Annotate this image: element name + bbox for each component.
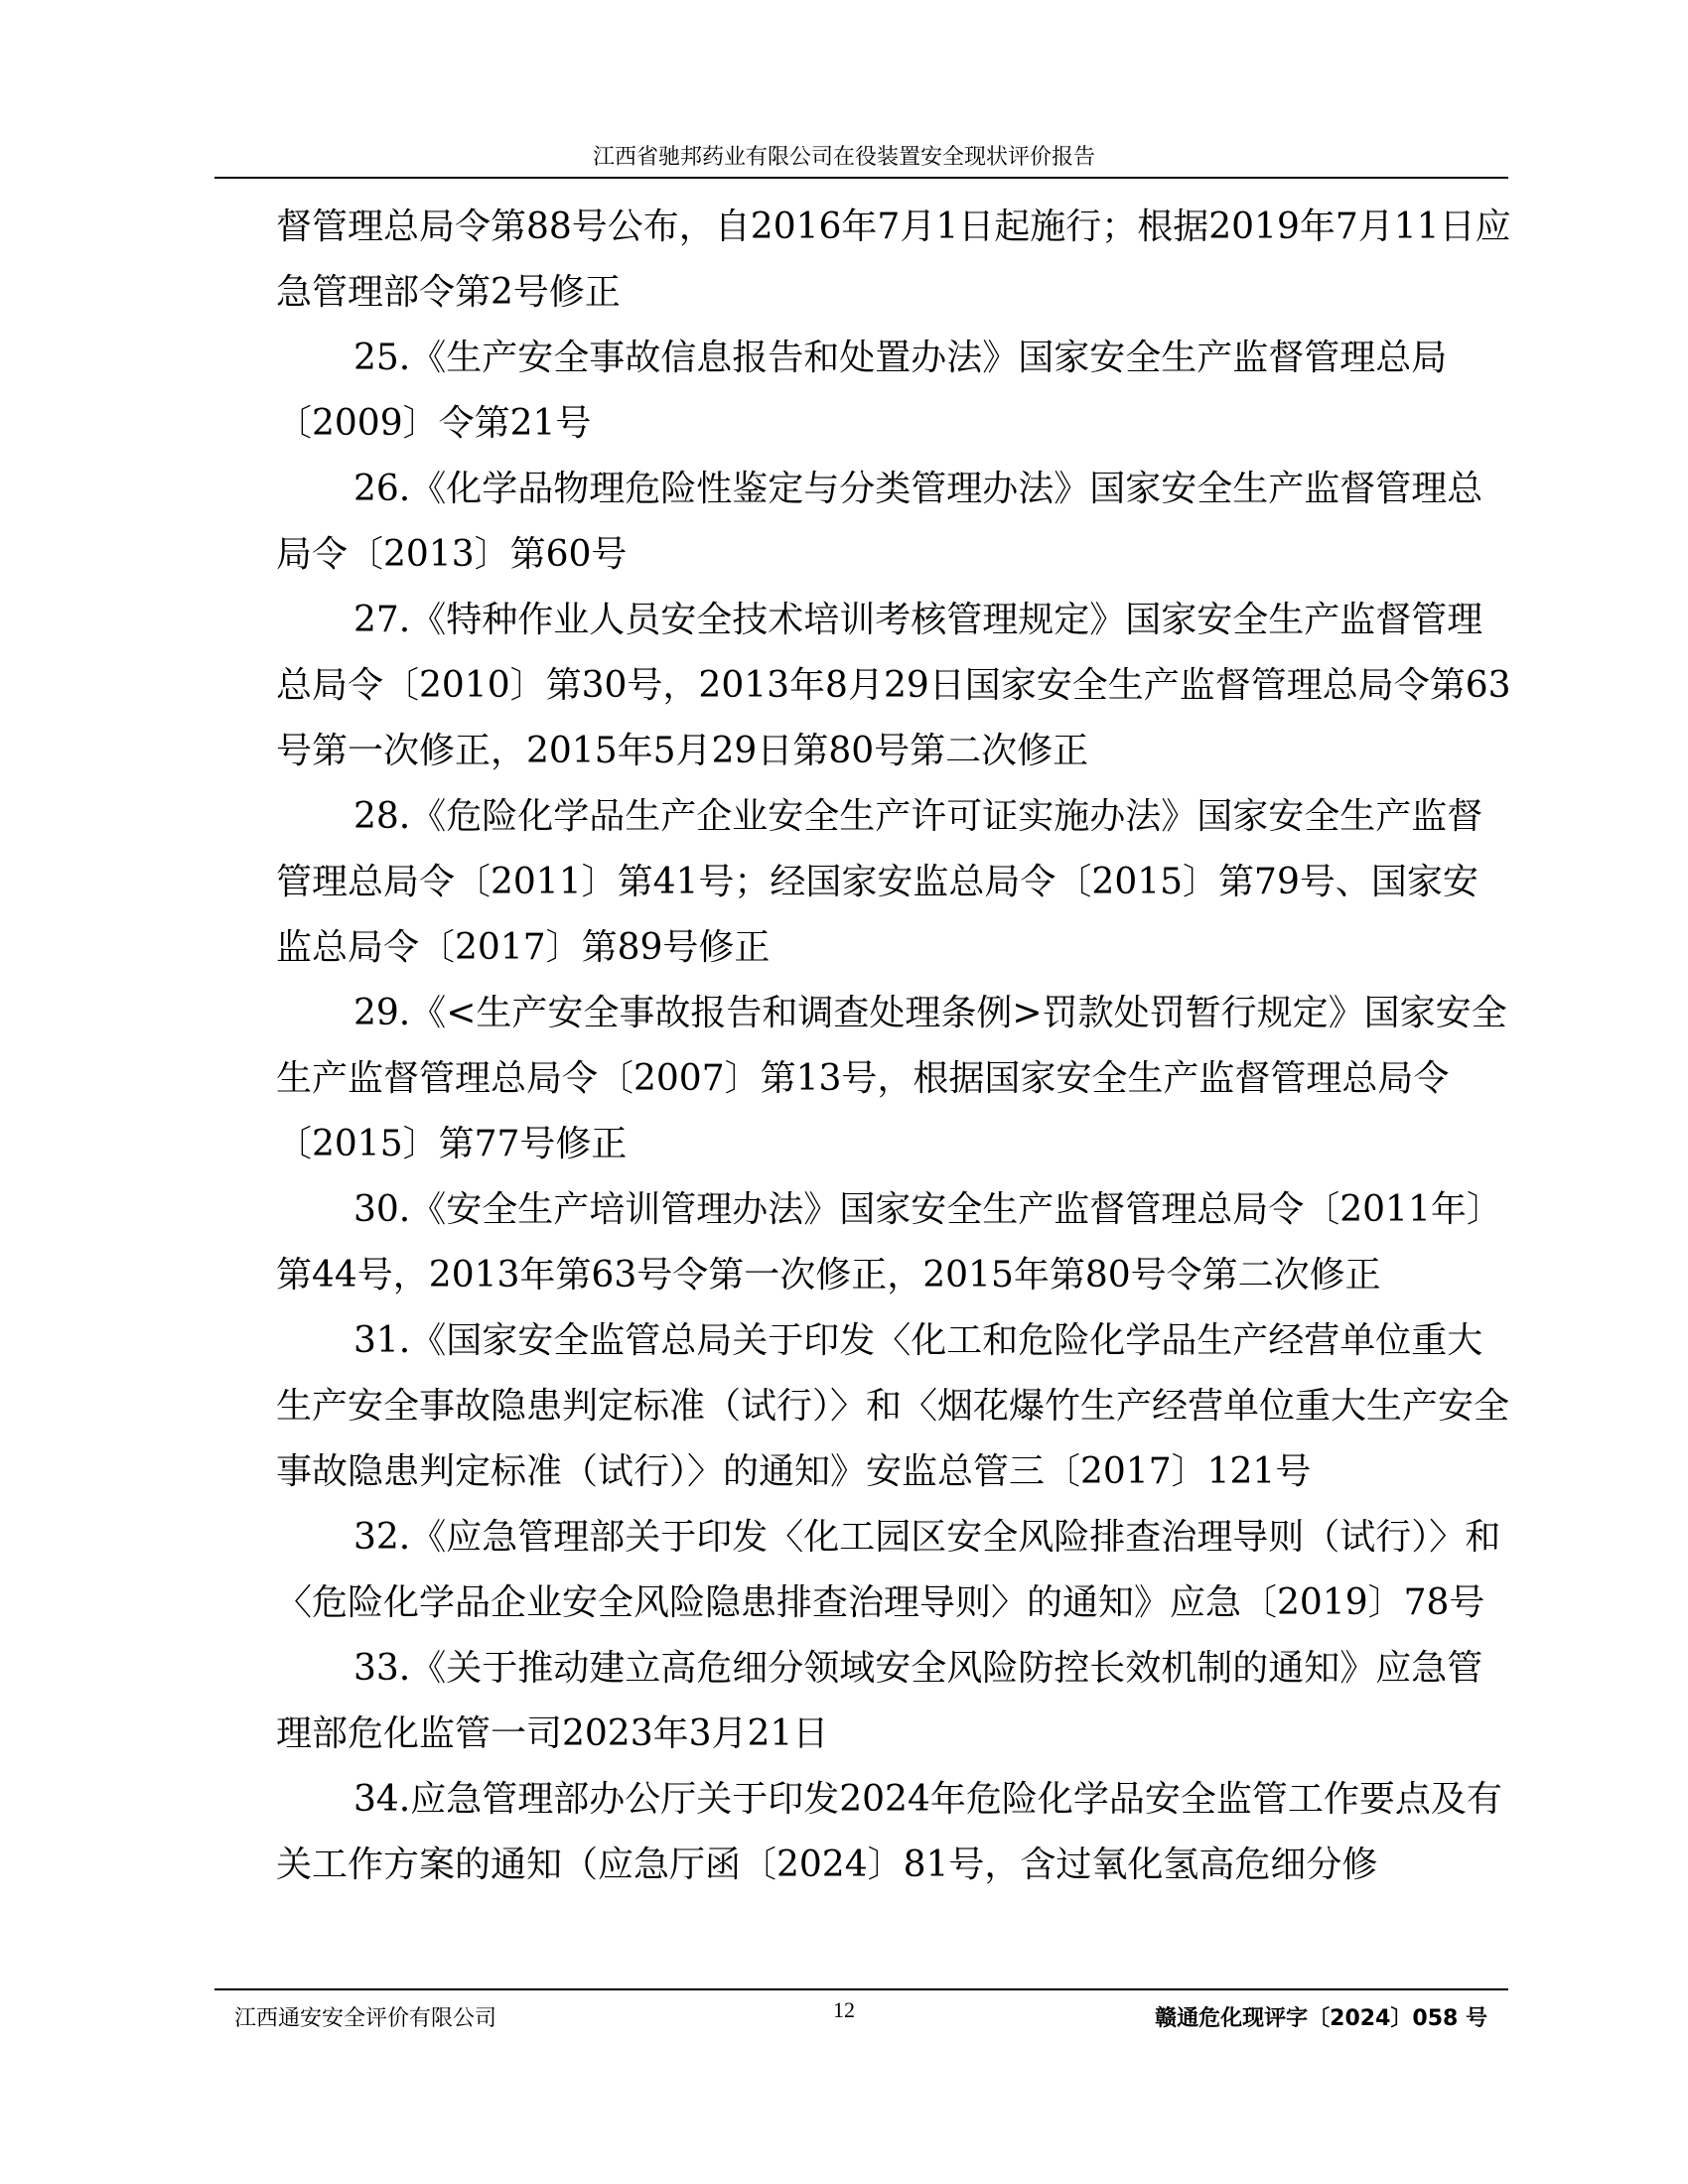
footer-company: 江西通安安全评价有限公司 bbox=[234, 2006, 497, 2031]
list-item-32: 32.《应急管理部关于印发〈化工园区安全风险排查治理导则（试行）〉和〈危险化学品企业安全风险隐患排查治理导则〉的通知》应急〔2019〕78号 bbox=[276, 1517, 1501, 1623]
list-item-26: 26.《化学品物理危险性鉴定与分类管理办法》国家安全生产监督管理总局令〔2013〕第60号 bbox=[276, 469, 1483, 575]
header-divider bbox=[214, 177, 1508, 179]
list-item-27: 27.《特种作业人员安全技术培训考核管理规定》国家安全生产监督管理总局令〔2010〕第30号，2013年8月29日国家安全生产监督管理总局令第63号第一次修正，2015年5月29日第80号第二次修正 bbox=[276, 600, 1511, 771]
document-body bbox=[276, 195, 1512, 1898]
footer-doc-number: 赣通危化现评字〔2024〕058 号 bbox=[1155, 2006, 1487, 2031]
list-item-31: 31.《国家安全监管总局关于印发〈化工和危险化学品生产经营单位重大生产安全事故隐患判定标准（试行）〉和〈烟花爆竹生产经营单位重大生产安全事故隐患判定标准（试行）〉的通知》安监总管三〔2017〕121号 bbox=[276, 1320, 1510, 1492]
page-number: 12 bbox=[833, 1997, 855, 2022]
paragraph-continuation: 督管理总局令第88号公布，自2016年7月1日起施行；根据2019年7月11日应急管理部令第2号修正 bbox=[276, 206, 1511, 313]
list-item-25: 25.《生产安全事故信息报告和处置办法》国家安全生产监督管理总局〔2009〕令第21号 bbox=[276, 338, 1448, 444]
footer-divider bbox=[214, 1988, 1508, 1990]
list-item-30: 30.《安全生产培训管理办法》国家安全生产监督管理总局令〔2011年〕第44号，2013年第63号令第一次修正，2015年第80号令第二次修正 bbox=[276, 1189, 1502, 1296]
page-header-title: 江西省驰邦药业有限公司在役装置安全现状评价报告 bbox=[592, 145, 1095, 170]
list-item-29: 29.《<生产安全事故报告和调查处理条例>罚款处罚暂行规定》国家安全生产监督管理总局令〔2007〕第13号，根据国家安全生产监督管理总局令〔2015〕第77号修正 bbox=[276, 993, 1507, 1164]
list-item-28: 28.《危险化学品生产企业安全生产许可证实施办法》国家安全生产监督管理总局令〔2011〕第41号；经国家安监总局令〔2015〕第79号、国家安监总局令〔2017〕第89号修正 bbox=[276, 796, 1483, 968]
list-item-34: 34.应急管理部办公厅关于印发2024年危险化学品安全监管工作要点及有关工作方案的通知（应急厅函〔2024〕81号，含过氧化氢高危细分修 bbox=[276, 1779, 1502, 1885]
list-item-33: 33.《关于推动建立高危细分领域安全风险防控长效机制的通知》应急管理部危化监管一司2023年3月21日 bbox=[276, 1648, 1483, 1754]
